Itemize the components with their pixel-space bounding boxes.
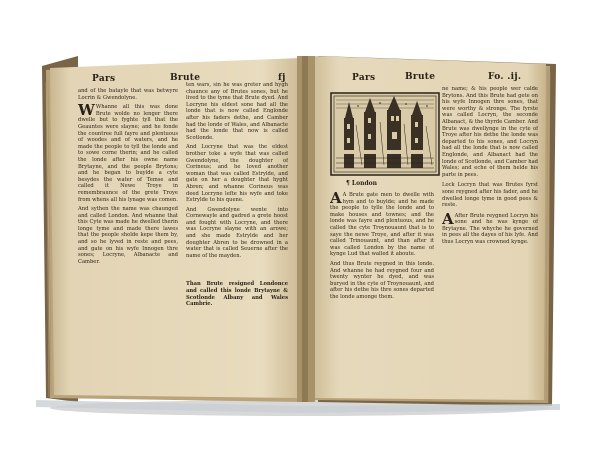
right-col2-para-3 <box>442 209 538 246</box>
left-col2-para-3: And Gwendolyne wente into Cornewayle and gadred a grete hoost and fought with Locryne, and there was Locryne slayne with an arowe; and she made Estrylde and her doughter Abren to be drowned in a water that is called Seuerne after the name of the mayden. <box>186 206 288 259</box>
right-col1-para-1-text: A Brute gate men to dwelle with hym and to buylde; and he made the people to tylle the londe and to make houses and townes; and the londe was fayre and plentuous, and he called the cyte Troynouaunt that is to saye the newe Troye, and after it was called Trinouaunt, and than after it was called London by the name of kynge Lud that walled it aboute. <box>330 192 434 258</box>
left-column-1 <box>78 88 178 388</box>
dropcap-w: W <box>78 101 95 120</box>
right-col1-para-1 <box>330 192 434 258</box>
right-column-1 <box>330 192 434 388</box>
left-col1-para-3: And sythen the name was chaunged and called London. And whanne that this Cyte was made he dwelled therin longe tyme and made there lawes that the people sholde kepe them by, and so he lyved in reste and pees, and gate on his wyfe Innogen thre sones; Locryne, Albanacte and Camber. <box>78 206 178 265</box>
right-col2-para-1: ne name; & his people wer calde Brytons. And this Brute had gete on his wyfe Innogen thre sones, that were worthy & stronge. The fyrste was called Locryn, the seconde Albanact, & the thyrde Camber. And Brute was dwellynge in the cyte of Troye after his dethe the londe was departed to his sones, and Locryn had all the londe that is now called Englonde, and Albanact had the londe of Scotlonde, and Camber had Wales; and eche of them helde his parte in pees. <box>442 86 538 178</box>
left-header-brute: Brute <box>170 73 201 83</box>
left-col1-para-2-text: Whanne all this was done Brute wolde no lenger there dwelle but to fyghte tyll that the Geauntes were slayne; and he fonde the countree full fayre and plentuous of woodes and of waters, and he made the people to tyll the londe and to sowe corne therin; and he called the londe after his owne name Brytayne, and the people Brytons; and he began to buylde a cyte besydes the water of Temse and called it Newe Troye in remembraunce of the grete Troye from whens all his lynage was comen. <box>78 104 178 203</box>
left-col1-para-2 <box>78 101 178 203</box>
left-column-2 <box>186 82 288 388</box>
left-header-pars: Pars <box>92 74 116 84</box>
right-col2-para-3-text: After Brute reygned Locryn his sone and he was kynge of Brytayne. The whyche he governed in pees all the dayes of his lyfe. And thus Locryn was crowned kynge. <box>442 212 538 246</box>
dropcap-a2: A <box>442 209 454 228</box>
right-column-2 <box>442 86 538 388</box>
dropcap-a: A <box>330 192 342 207</box>
left-col2-para-2: And Locryne that was the eldest brother toke a wyfe that was called Gwendolyne, the doughter of Corineus; and he loved another woman that was called Estrylde, and gate on her a doughter that hyght Abren; and whanne Corineus was deed Locryne lefte his wyfe and toke Estrylde to his quene. <box>186 144 288 204</box>
right-header-folio: Fo. .ij. <box>488 72 522 82</box>
woodcut-caption <box>346 180 377 187</box>
woodcut-illustration <box>331 93 439 175</box>
right-header-pars: Pars <box>352 73 376 83</box>
left-col1-para-1: and of the batayle that was betwyre Locrin & Gwendolyne. <box>78 88 178 101</box>
right-col2-para-2: Lock Locryn that was Brutes fyrst sone reygned after his fader, and he dwelled longe tyme in good pees & reste. <box>442 182 538 209</box>
left-col2-para-4: Than Brute resigned Londonce and called this londe Brytayne & Scotlonde Albany and Wales Cambrie. <box>186 281 288 308</box>
right-col1-para-2: And thus Brute reygned in this londe. And whanne he had reygned four and twenty wynter he dyed, and was buryed in the cyte of Troynouaunt, and after his dethe his thre sones departed the londe amonge them. <box>330 260 434 300</box>
section-mark-icon: ¶ <box>346 180 352 187</box>
left-col2-para-1: ten wars, sin he was greter and hygh chaunce any of Brutes sones, but he lived to the tyme that Brute dyed. And Locryne his eldest sone had all the londe that is now called Englonde after his faders dethe, and Camber had the londe of Wales, and Albanacte had the londe that now is called Scotlonde. <box>186 82 288 141</box>
woodcut-caption-text: London <box>351 180 378 187</box>
left-header-folio: fj <box>278 73 286 83</box>
right-header-brute: Brute <box>405 72 436 82</box>
